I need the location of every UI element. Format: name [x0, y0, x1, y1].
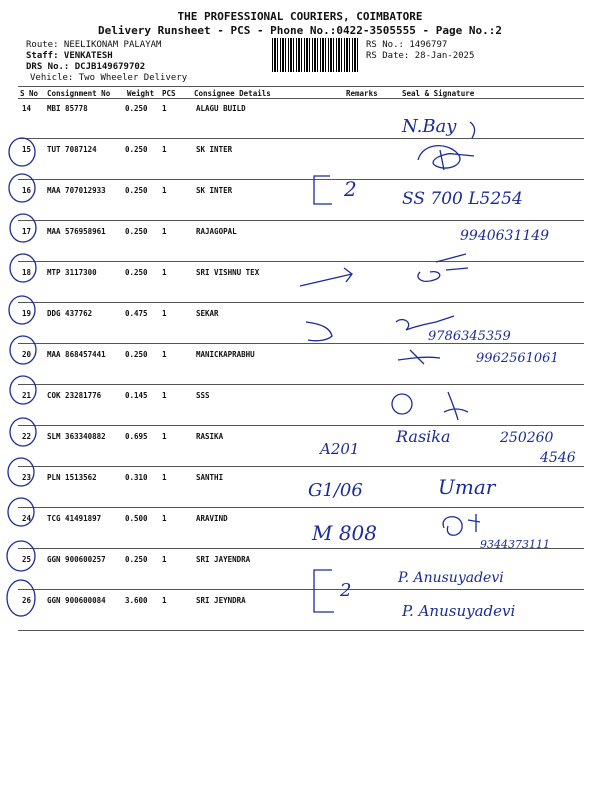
cell-pcs: 1: [162, 555, 167, 564]
cell-consignment: MTP 3117300: [47, 268, 97, 277]
cell-consignee: SRI JEYNDRA: [196, 596, 246, 605]
cell-pcs: 1: [162, 350, 167, 359]
table-row: [0, 385, 600, 426]
cell-sno: 24: [22, 514, 32, 523]
runsheet-subtitle: Delivery Runsheet - PCS - Phone No.:0422-3505555 - Page No.:2: [98, 24, 502, 37]
cell-consignee: SK INTER: [196, 186, 233, 195]
cell-consignment: MAA 868457441: [47, 350, 106, 359]
cell-weight: 0.475: [125, 309, 148, 318]
remark-row24: M 808: [312, 521, 378, 545]
cell-pcs: 1: [162, 596, 167, 605]
rs-number: RS No.: 1496797: [366, 40, 448, 50]
cell-pcs: 1: [162, 514, 167, 523]
cell-weight: 0.250: [125, 145, 148, 154]
signature-row23: Umar: [438, 475, 496, 499]
table-row: [0, 221, 600, 262]
cell-sno: 16: [22, 186, 32, 195]
cell-weight: 0.250: [125, 186, 148, 195]
cell-pcs: 1: [162, 473, 167, 482]
cell-sno: 21: [22, 391, 32, 400]
seal-row16: SS 700 L5254: [402, 189, 523, 209]
cell-weight: 0.250: [125, 104, 148, 113]
table-row: [0, 303, 600, 344]
cell-consignee: ARAVIND: [196, 514, 228, 523]
phone-row24: 9344373111: [480, 538, 550, 551]
vehicle: Vehicle: Two Wheeler Delivery: [30, 73, 188, 83]
table-row: [0, 139, 600, 180]
cell-consignment: PLN 1513562: [47, 473, 97, 482]
cell-weight: 0.250: [125, 268, 148, 277]
cell-consignment: TCG 41491897: [47, 514, 102, 523]
cell-pcs: 1: [162, 309, 167, 318]
col-sno: S No: [20, 89, 39, 98]
route: Route: NEELIKONAM PALAYAM: [26, 40, 162, 50]
remark-row22: A201: [320, 440, 360, 458]
cell-sno: 14: [22, 104, 32, 113]
cell-weight: 0.250: [125, 227, 148, 236]
remark-row23: G1/06: [308, 480, 363, 501]
cell-pcs: 1: [162, 104, 167, 113]
col-consignee: Consignee Details: [194, 89, 271, 98]
cell-pcs: 1: [162, 227, 167, 236]
name-row22: Rasika: [396, 427, 451, 446]
cell-sno: 18: [22, 268, 32, 277]
cell-weight: 0.145: [125, 391, 148, 400]
cell-sno: 26: [22, 596, 32, 605]
cell-consignment: DDG 437762: [47, 309, 93, 318]
cell-weight: 3.600: [125, 596, 148, 605]
col-remarks: Remarks: [346, 89, 378, 98]
cell-consignment: TUT 7087124: [47, 145, 97, 154]
table-row: [0, 467, 600, 508]
cell-consignee: SSS: [196, 391, 210, 400]
drs-number: DRS No.: DCJB149679702: [26, 62, 146, 72]
cell-pcs: 1: [162, 432, 167, 441]
cell-sno: 22: [22, 432, 32, 441]
table-row: [0, 590, 600, 631]
number2-row22: 4546: [540, 450, 576, 466]
cell-pcs: 1: [162, 186, 167, 195]
cell-consignee: SANTHI: [196, 473, 224, 482]
table-row: [0, 549, 600, 590]
cell-sno: 17: [22, 227, 32, 236]
col-pcs: PCS: [162, 89, 176, 98]
cell-sno: 15: [22, 145, 32, 154]
cell-consignee: SK INTER: [196, 145, 233, 154]
cell-sno: 25: [22, 555, 32, 564]
cell-weight: 0.250: [125, 350, 148, 359]
row-divider: [18, 630, 584, 631]
table-row: [0, 508, 600, 549]
cell-consignment: MAA 576958961: [47, 227, 106, 236]
cell-consignee: MANICKAPRABHU: [196, 350, 255, 359]
table-row: [0, 262, 600, 303]
phone-row20: 9962561061: [476, 351, 559, 366]
table-row: [0, 98, 600, 139]
cell-consignee: RASIKA: [196, 432, 224, 441]
cell-consignment: MBI 85778: [47, 104, 88, 113]
cell-consignment: MAA 707012933: [47, 186, 106, 195]
cell-weight: 0.695: [125, 432, 148, 441]
cell-sno: 23: [22, 473, 32, 482]
col-seal: Seal & Signature: [402, 89, 475, 98]
cell-sno: 20: [22, 350, 32, 359]
cell-pcs: 1: [162, 391, 167, 400]
cell-consignment: GGN 900600084: [47, 596, 106, 605]
cell-weight: 0.310: [125, 473, 148, 482]
table-row: [0, 344, 600, 385]
phone-row17: 9940631149: [460, 228, 550, 244]
signature2-row26: P. Anusuyadevi: [402, 602, 516, 620]
remark-row26: 2: [340, 580, 352, 601]
number-row22: 250260: [500, 430, 554, 446]
col-consignment: Consignment No: [47, 89, 111, 98]
signature1-row26: P. Anusuyadevi: [398, 570, 504, 586]
cell-consignment: COK 23281776: [47, 391, 102, 400]
barcode: [272, 38, 360, 72]
rs-date: RS Date: 28-Jan-2025: [366, 51, 475, 61]
signature-row14: N.Bay: [402, 116, 457, 137]
cell-consignment: GGN 900600257: [47, 555, 106, 564]
company-title: THE PROFESSIONAL COURIERS, COIMBATORE: [177, 10, 423, 23]
cell-weight: 0.250: [125, 555, 148, 564]
cell-consignee: RAJAGOPAL: [196, 227, 237, 236]
staff: Staff: VENKATESH: [26, 51, 113, 61]
remark-row16: 2: [344, 177, 357, 201]
header-rule-top: [18, 86, 584, 87]
cell-consignee: ALAGU BUILD: [196, 104, 246, 113]
cell-consignee: SRI JAYENDRA: [196, 555, 251, 564]
cell-sno: 19: [22, 309, 32, 318]
cell-pcs: 1: [162, 268, 167, 277]
phone-row19: 9786345359: [428, 329, 511, 344]
cell-pcs: 1: [162, 145, 167, 154]
cell-weight: 0.500: [125, 514, 148, 523]
table-row: [0, 426, 600, 467]
cell-consignee: SEKAR: [196, 309, 219, 318]
table-row: [0, 180, 600, 221]
col-weight: Weight: [127, 89, 155, 98]
cell-consignment: SLM 363340882: [47, 432, 106, 441]
cell-consignee: SRI VISHNU TEX: [196, 268, 260, 277]
